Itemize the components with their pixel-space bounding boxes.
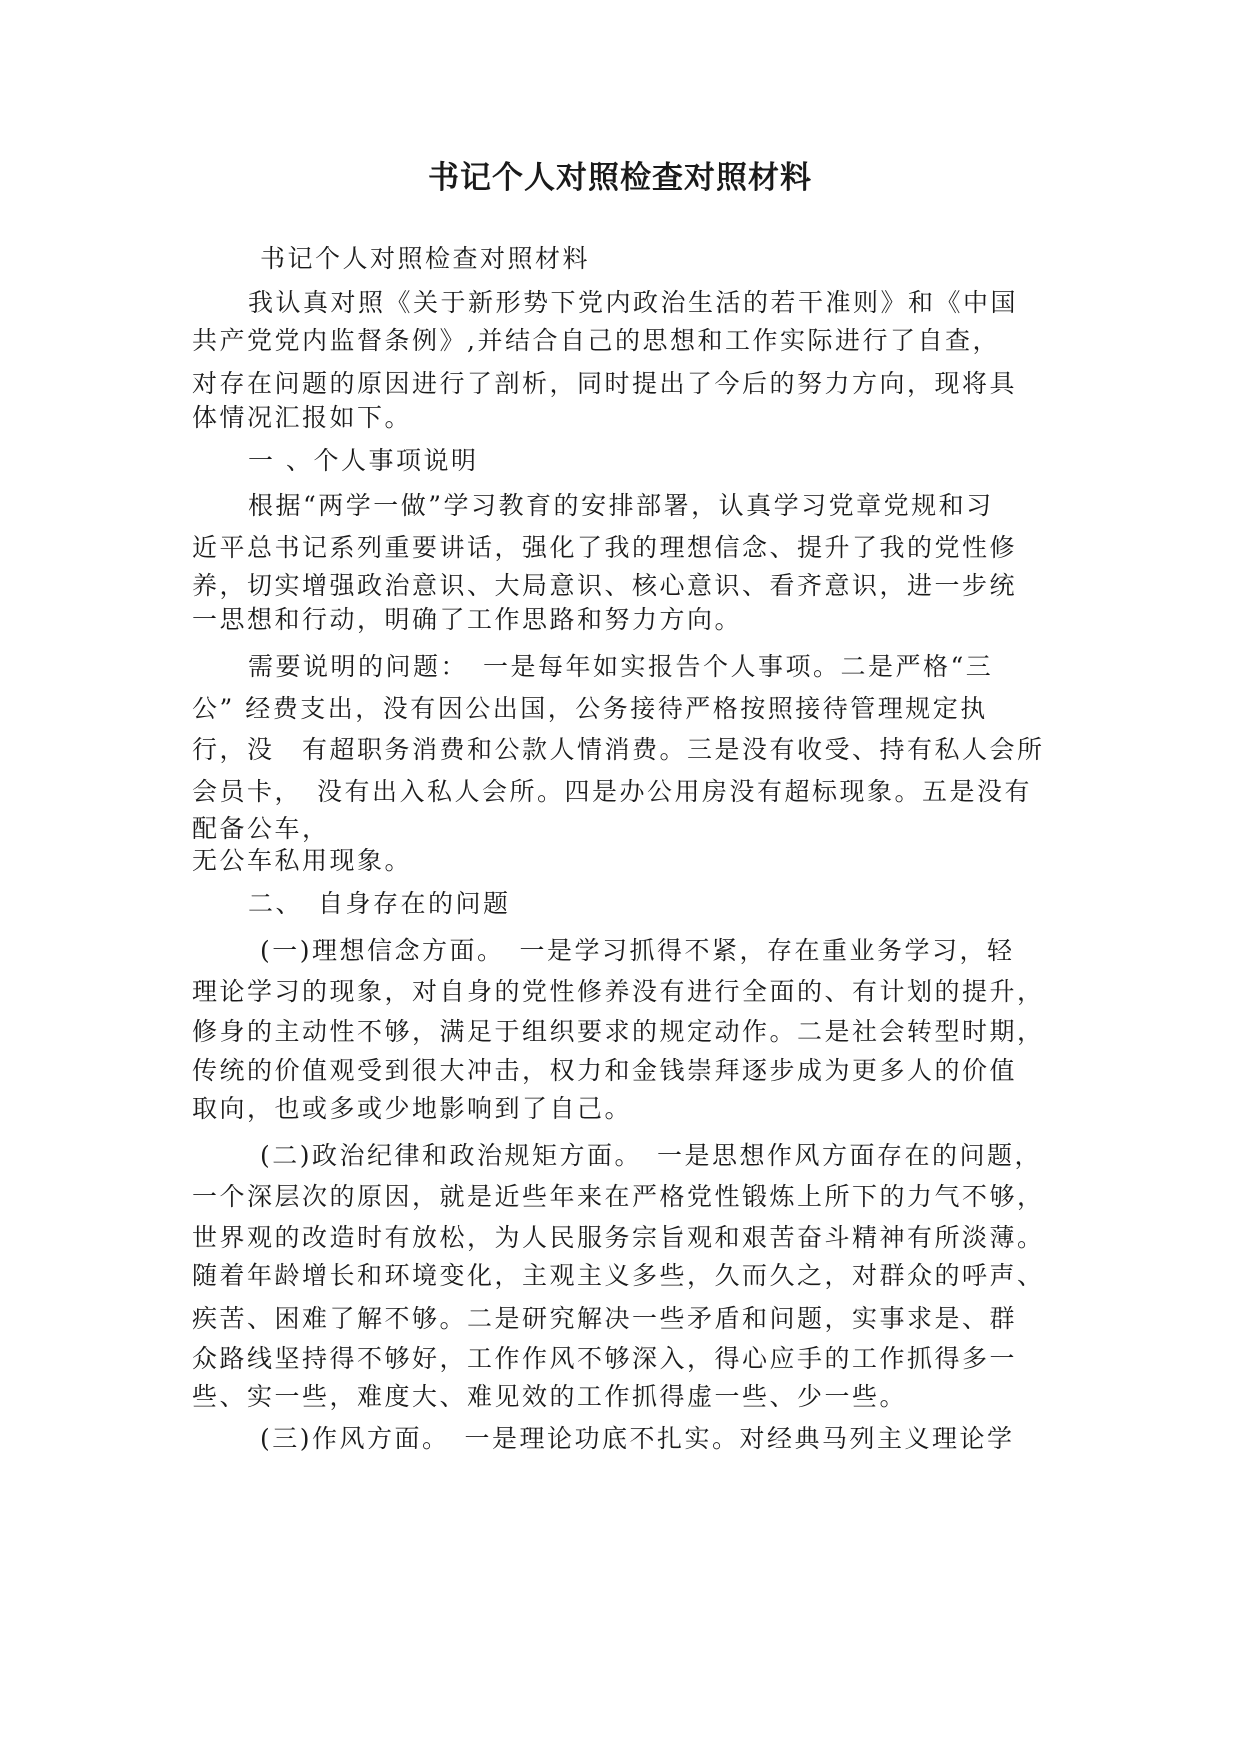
text-line: 我认真对照《关于新形势下党内政治生活的若干准则》和《中国 [248,288,1019,317]
text-line: 传统的价值观受到很大冲击，权力和金钱崇拜逐步成为更多人的价值 [192,1056,1018,1085]
text-line: 配备公车， [192,814,330,843]
text-line: 需要说明的问题： 一是每年如实报告个人事项。二是严格“三 [248,652,994,681]
text-line: 些、实一些，难度大、难见效的工作抓得虚一些、少一些。 [192,1382,908,1411]
text-line: 根据“两学一做”学习教育的安排部署，认真学习党章党规和习 [248,491,994,520]
text-line: 养，切实增强政治意识、大局意识、核心意识、看齐意识，进一步统 [192,571,1018,600]
text-line: 疾苦、困难了解不够。二是研究解决一些矛盾和问题，实事求是、群 [192,1304,1018,1333]
text-line: 修身的主动性不够，满足于组织要求的规定动作。二是社会转型时期， [192,1017,1045,1046]
section-heading: 二、 自身存在的问题 [248,889,511,918]
text-line: 世界观的改造时有放松，为人民服务宗旨观和艰苦奋斗精神有所淡薄。 [192,1223,1045,1252]
text-line: 无公车私用现象。 [192,846,413,875]
text-line: 一个深层次的原因，就是近些年来在严格党性锻炼上所下的力气不够， [192,1182,1045,1211]
text-line: 会员卡， 没有出入私人会所。四是办公用房没有超标现象。五是没有 [192,777,1033,806]
text-line: 一思想和行动，明确了工作思路和努力方向。 [192,605,743,634]
text-line: 对存在问题的原因进行了剖析，同时提出了今后的努力方向，现将具 [192,369,1018,398]
text-line: 体情况汇报如下。 [192,403,413,432]
section-heading: 一 、个人事项说明 [248,446,479,475]
subtitle-line: 书记个人对照检查对照材料 [260,244,591,273]
text-line: 众路线坚持得不够好，工作作风不够深入，得心应手的工作抓得多一 [192,1344,1018,1373]
document-title: 书记个人对照检查对照材料 [428,160,812,196]
text-line: 共产党党内监督条例》,并结合自己的思想和工作实际进行了自查， [192,326,1000,355]
text-line: 公” 经费支出，没有因公出国，公务接待严格按照接待管理规定执 [192,694,988,723]
text-line: 行，没 有超职务消费和公款人情消费。三是没有收受、持有私人会所 [192,735,1045,764]
text-line: (一)理想信念方面。 一是学习抓得不紧，存在重业务学习，轻 [260,936,1015,965]
text-line: 理论学习的现象，对自身的党性修养没有进行全面的、有计划的提升， [192,977,1045,1006]
text-line: 取向，也或多或少地影响到了自己。 [192,1094,633,1123]
text-line: 近平总书记系列重要讲话，强化了我的理想信念、提升了我的党性修 [192,533,1018,562]
text-line: (三)作风方面。 一是理论功底不扎实。对经典马列主义理论学 [260,1424,1015,1453]
text-line: 随着年龄增长和环境变化，主观主义多些，久而久之，对群众的呼声、 [192,1261,1045,1290]
text-line: (二)政治纪律和政治规矩方面。 一是思想作风方面存在的问题， [260,1141,1043,1170]
